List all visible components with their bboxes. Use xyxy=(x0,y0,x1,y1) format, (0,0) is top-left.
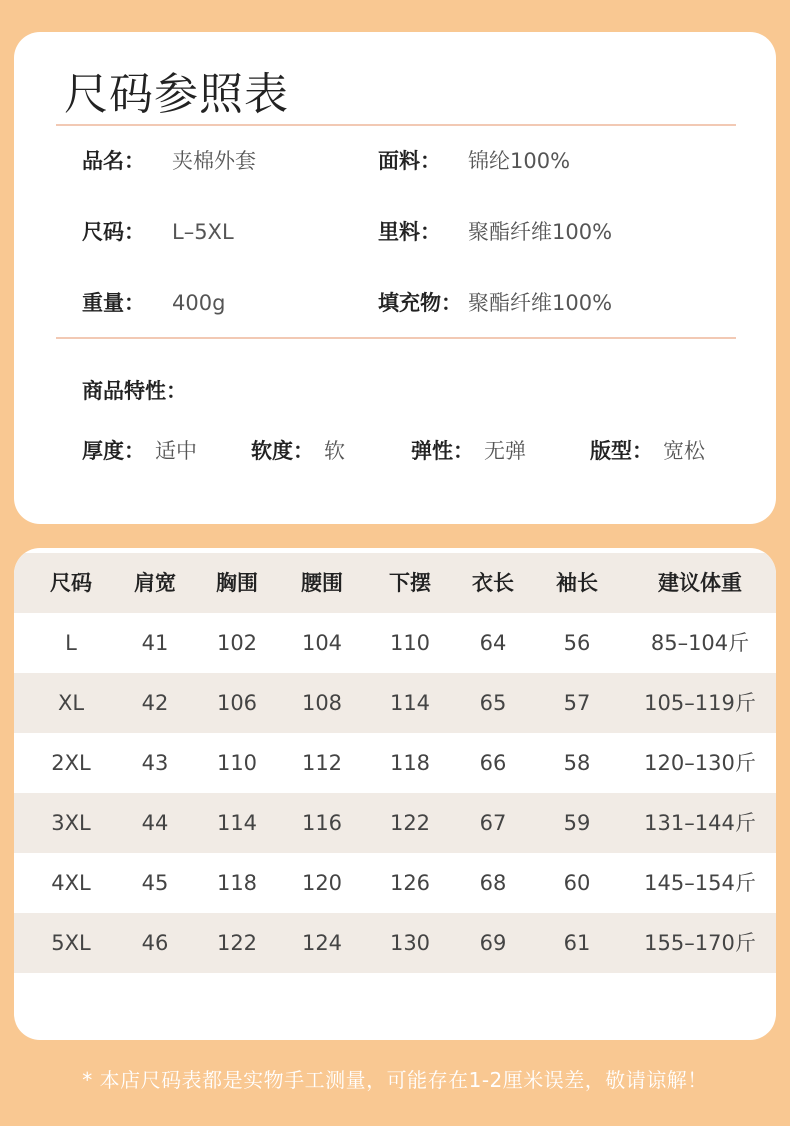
table-cell: 130 xyxy=(389,931,431,955)
table-cell: 3XL xyxy=(51,811,91,835)
table-cell: 104 xyxy=(301,631,343,655)
page-title: 尺码参照表 xyxy=(64,69,289,120)
table-row xyxy=(14,613,776,673)
table-header-row xyxy=(14,553,776,613)
table-header-cell: 肩宽 xyxy=(134,571,176,595)
table-row xyxy=(14,913,776,973)
fabric-label: 面料： xyxy=(378,149,441,173)
table-cell: 68 xyxy=(479,871,507,895)
table-cell: 41 xyxy=(141,631,169,655)
product-info-card xyxy=(14,32,776,524)
size-table xyxy=(14,553,776,973)
table-cell: 124 xyxy=(301,931,343,955)
table-cell: 43 xyxy=(141,751,169,775)
table-cell: 155–170斤 xyxy=(644,931,756,955)
table-cell: 4XL xyxy=(51,871,91,895)
table-cell: 114 xyxy=(389,691,431,715)
table-cell: 45 xyxy=(141,871,169,895)
lining-value: 聚酯纤维100% xyxy=(468,220,613,244)
name-label: 品名： xyxy=(82,149,145,173)
info-row-size-lining xyxy=(14,215,776,249)
feature-thickness xyxy=(82,436,197,466)
feature-value: 无弹 xyxy=(484,439,526,463)
table-cell: XL xyxy=(57,691,85,715)
feature-value: 适中 xyxy=(155,439,197,463)
table-row xyxy=(14,793,776,853)
weight-label: 重量： xyxy=(82,291,145,315)
table-header-cell: 衣长 xyxy=(472,571,514,595)
table-header-cell: 尺码 xyxy=(50,571,92,595)
table-cell: 131–144斤 xyxy=(644,811,756,835)
feature-softness xyxy=(251,436,345,466)
name-value: 夹棉外套 xyxy=(172,149,256,173)
info-row-weight-filling xyxy=(14,286,776,320)
table-row xyxy=(14,853,776,913)
table-cell: 106 xyxy=(216,691,258,715)
table-cell: 44 xyxy=(141,811,169,835)
table-cell: 114 xyxy=(216,811,258,835)
table-cell: 110 xyxy=(216,751,258,775)
table-cell: 118 xyxy=(389,751,431,775)
lining-label: 里料： xyxy=(378,220,441,244)
table-cell: 42 xyxy=(141,691,169,715)
features-title: 商品特性： xyxy=(82,379,187,403)
feature-label: 软度： xyxy=(251,439,314,463)
table-cell: 102 xyxy=(216,631,258,655)
feature-label: 版型： xyxy=(590,439,653,463)
table-cell: 122 xyxy=(389,811,431,835)
table-cell: 67 xyxy=(479,811,507,835)
table-cell: 65 xyxy=(479,691,507,715)
table-cell: 60 xyxy=(563,871,591,895)
table-cell: 145–154斤 xyxy=(644,871,756,895)
table-cell: 105–119斤 xyxy=(644,691,756,715)
footer-note: * 本店尺码表都是实物手工测量，可能存在1-2厘米误差，敬请谅解！ xyxy=(82,1068,708,1092)
table-header-cell: 袖长 xyxy=(556,571,598,595)
table-header-cell: 建议体重 xyxy=(658,571,742,595)
table-cell: 59 xyxy=(563,811,591,835)
table-cell: 46 xyxy=(141,931,169,955)
table-cell: 112 xyxy=(301,751,343,775)
table-cell: 120 xyxy=(301,871,343,895)
size-label: 尺码： xyxy=(82,220,145,244)
table-cell: 66 xyxy=(479,751,507,775)
table-cell: 69 xyxy=(479,931,507,955)
table-cell: 118 xyxy=(216,871,258,895)
table-cell: 126 xyxy=(389,871,431,895)
feature-value: 宽松 xyxy=(663,439,705,463)
table-cell: 56 xyxy=(563,631,591,655)
divider-bottom xyxy=(56,337,736,339)
table-cell: 110 xyxy=(389,631,431,655)
feature-label: 弹性： xyxy=(411,439,474,463)
filling-label: 填充物： xyxy=(378,291,462,315)
table-cell: 61 xyxy=(563,931,591,955)
fabric-value: 锦纶100% xyxy=(468,149,571,173)
table-cell: 85–104斤 xyxy=(650,631,750,655)
table-cell: 58 xyxy=(563,751,591,775)
table-cell: 64 xyxy=(479,631,507,655)
table-cell: 108 xyxy=(301,691,343,715)
table-cell: 120–130斤 xyxy=(644,751,756,775)
feature-elasticity xyxy=(411,436,526,466)
table-header-cell: 腰围 xyxy=(301,571,343,595)
table-cell: 122 xyxy=(216,931,258,955)
size-table-card xyxy=(14,548,776,1040)
divider-top xyxy=(56,124,736,126)
filling-value: 聚酯纤维100% xyxy=(468,291,613,315)
feature-fit xyxy=(590,436,705,466)
table-row xyxy=(14,733,776,793)
table-header-cell: 胸围 xyxy=(216,571,258,595)
table-cell: 57 xyxy=(563,691,591,715)
feature-value: 软 xyxy=(324,439,345,463)
table-header-cell: 下摆 xyxy=(389,571,431,595)
weight-value: 400g xyxy=(172,291,226,315)
size-value: L–5XL xyxy=(172,220,234,244)
info-row-name-fabric xyxy=(14,144,776,178)
table-row xyxy=(14,673,776,733)
table-cell: 5XL xyxy=(51,931,91,955)
table-cell: 116 xyxy=(301,811,343,835)
table-cell: L xyxy=(65,631,77,655)
table-cell: 2XL xyxy=(51,751,91,775)
feature-label: 厚度： xyxy=(82,439,145,463)
